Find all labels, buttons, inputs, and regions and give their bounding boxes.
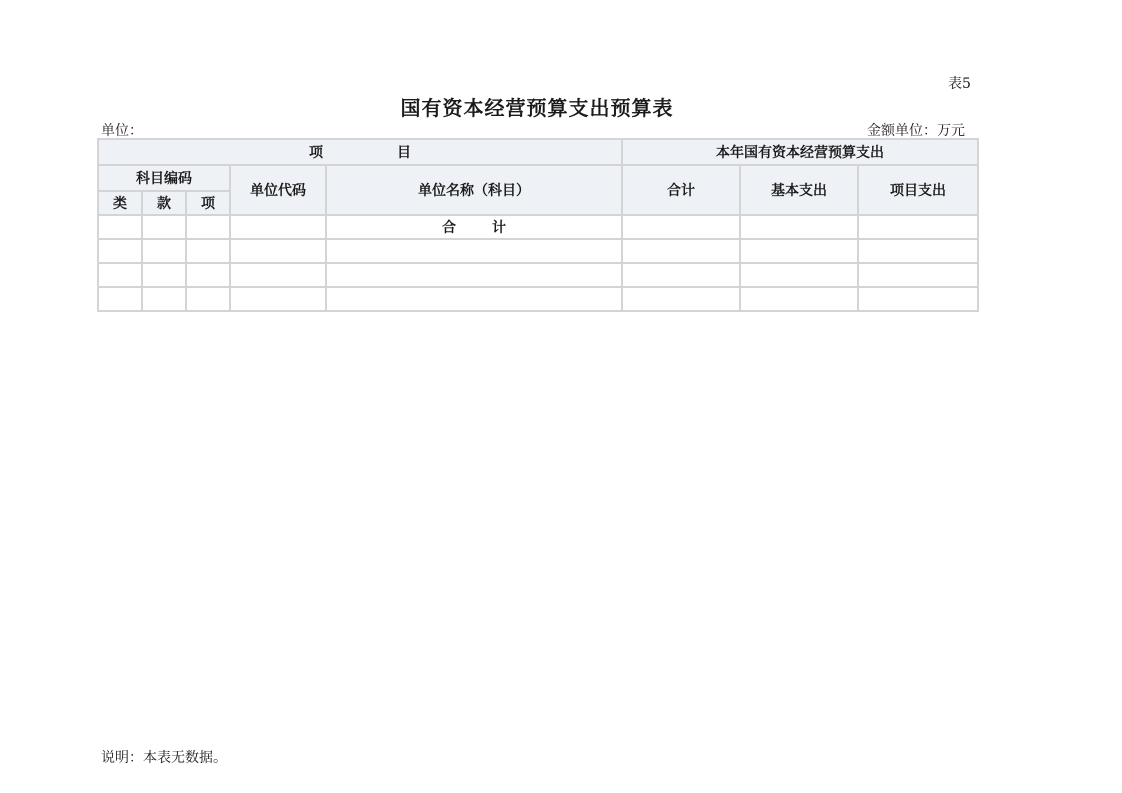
table-cell bbox=[98, 215, 142, 239]
table-row bbox=[98, 287, 978, 311]
table-cell bbox=[326, 287, 622, 311]
table-number: 表5 bbox=[948, 76, 971, 92]
header-project-expenditure: 项目支出 bbox=[858, 165, 978, 215]
unit-label: 单位： bbox=[101, 123, 143, 139]
table-cell bbox=[622, 239, 740, 263]
header-section: 款 bbox=[142, 191, 186, 215]
table-cell bbox=[858, 239, 978, 263]
table-cell bbox=[142, 215, 186, 239]
header-unit-name: 单位名称（科目） bbox=[326, 165, 622, 215]
table-cell bbox=[186, 287, 230, 311]
table-cell bbox=[98, 263, 142, 287]
table-cell bbox=[230, 263, 326, 287]
budget-table bbox=[97, 138, 979, 312]
table-cell bbox=[142, 263, 186, 287]
footnote: 说明：本表无数据。 bbox=[101, 750, 227, 766]
table-cell bbox=[622, 215, 740, 239]
header-category: 类 bbox=[98, 191, 142, 215]
table-cell bbox=[740, 215, 858, 239]
table-cell bbox=[142, 239, 186, 263]
table-cell bbox=[858, 287, 978, 311]
header-item: 项 bbox=[186, 191, 230, 215]
table-cell bbox=[186, 239, 230, 263]
page-title: 国有资本经营预算支出预算表 bbox=[400, 96, 674, 120]
table-cell bbox=[740, 239, 858, 263]
header-subject-code: 科目编码 bbox=[98, 165, 230, 191]
header-total: 合计 bbox=[622, 165, 740, 215]
table-cell bbox=[740, 263, 858, 287]
table-cell bbox=[740, 287, 858, 311]
table-cell bbox=[230, 287, 326, 311]
table-row bbox=[98, 263, 978, 287]
header-basic-expenditure: 基本支出 bbox=[740, 165, 858, 215]
table-cell bbox=[186, 215, 230, 239]
table-cell bbox=[98, 239, 142, 263]
table-cell bbox=[326, 239, 622, 263]
table-row bbox=[98, 239, 978, 263]
table-cell bbox=[98, 287, 142, 311]
header-unit-code: 单位代码 bbox=[230, 165, 326, 215]
table-cell bbox=[230, 215, 326, 239]
table-row-total bbox=[98, 215, 978, 239]
table-cell bbox=[142, 287, 186, 311]
header-budget-expenditure: 本年国有资本经营预算支出 bbox=[622, 139, 978, 165]
table-cell bbox=[230, 239, 326, 263]
amount-unit-label: 金额单位：万元 bbox=[867, 123, 965, 139]
table-cell bbox=[858, 215, 978, 239]
table-cell bbox=[326, 263, 622, 287]
header-items: 项 目 bbox=[98, 139, 622, 165]
table-cell bbox=[186, 263, 230, 287]
total-row-label: 合计 bbox=[326, 215, 622, 239]
table-cell bbox=[858, 263, 978, 287]
table-cell bbox=[622, 263, 740, 287]
table-cell bbox=[622, 287, 740, 311]
